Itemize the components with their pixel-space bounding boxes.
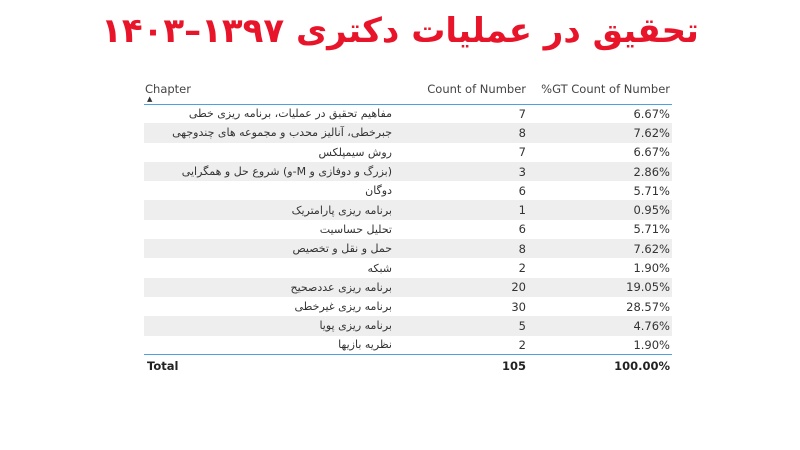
cell-percent: 19.05%	[532, 278, 672, 297]
cell-count: 2	[392, 258, 532, 277]
cell-chapter: حمل و نقل و تخصیص	[144, 239, 392, 258]
cell-count: 6	[392, 220, 532, 239]
data-table-container	[144, 74, 672, 377]
cell-count: 20	[392, 278, 532, 297]
cell-percent: 2.86%	[532, 162, 672, 181]
cell-percent: 5.71%	[532, 220, 672, 239]
total-label: Total	[144, 355, 392, 377]
cell-chapter: نظریه بازیها	[144, 336, 392, 355]
table-row[interactable]	[144, 336, 672, 355]
cell-count: 2	[392, 336, 532, 355]
cell-count: 7	[392, 143, 532, 162]
table-row[interactable]	[144, 181, 672, 200]
table-row[interactable]	[144, 143, 672, 162]
cell-chapter: مفاهیم تحقیق در عملیات، برنامه ریزی خطی	[144, 104, 392, 123]
cell-chapter: جبرخطی، آنالیز محدب و مجموعه های چندوجهی	[144, 123, 392, 142]
total-count: 105	[392, 355, 532, 377]
column-header-chapter[interactable]	[144, 74, 392, 104]
sort-ascending-icon[interactable]: ▲	[147, 94, 153, 103]
cell-count: 8	[392, 239, 532, 258]
cell-count: 3	[392, 162, 532, 181]
table-header-row	[144, 74, 672, 104]
cell-chapter: روش سیمپلکس	[144, 143, 392, 162]
table-row[interactable]	[144, 239, 672, 258]
page-title: تحقیق در عملیات دکتری ۱۳۹۷–۱۴۰۳	[101, 11, 699, 51]
cell-chapter: دوگان	[144, 181, 392, 200]
cell-percent: 1.90%	[532, 336, 672, 355]
table-row[interactable]	[144, 200, 672, 219]
cell-count: 6	[392, 181, 532, 200]
table-row[interactable]	[144, 123, 672, 142]
data-table	[144, 74, 672, 377]
cell-chapter: برنامه ریزی عددصحیح	[144, 278, 392, 297]
cell-percent: 4.76%	[532, 316, 672, 335]
cell-percent: 0.95%	[532, 200, 672, 219]
cell-count: 8	[392, 123, 532, 142]
cell-chapter: برنامه ریزی پارامتریک	[144, 200, 392, 219]
cell-percent: 1.90%	[532, 258, 672, 277]
table-row[interactable]	[144, 297, 672, 316]
column-header-percent[interactable]: %GT Count of Number	[532, 74, 672, 104]
cell-count: 1	[392, 200, 532, 219]
cell-chapter: تحلیل حساسیت	[144, 220, 392, 239]
cell-percent: 7.62%	[532, 239, 672, 258]
column-header-count[interactable]: Count of Number	[392, 74, 532, 104]
column-header-chapter-label: Chapter	[145, 81, 191, 96]
cell-chapter: (بزرگ و دوفازی و M-و) شروع حل و همگرایی	[144, 162, 392, 181]
table-body	[144, 104, 672, 355]
cell-percent: 5.71%	[532, 181, 672, 200]
table-row[interactable]	[144, 162, 672, 181]
table-row[interactable]	[144, 316, 672, 335]
table-row[interactable]	[144, 278, 672, 297]
table-row[interactable]	[144, 104, 672, 123]
table-row[interactable]	[144, 258, 672, 277]
cell-count: 7	[392, 104, 532, 123]
cell-chapter: برنامه ریزی پویا	[144, 316, 392, 335]
cell-percent: 7.62%	[532, 123, 672, 142]
cell-chapter: برنامه ریزی غیرخطی	[144, 297, 392, 316]
cell-chapter: شبکه	[144, 258, 392, 277]
total-percent: 100.00%	[532, 355, 672, 377]
cell-count: 5	[392, 316, 532, 335]
cell-percent: 6.67%	[532, 104, 672, 123]
cell-count: 30	[392, 297, 532, 316]
cell-percent: 6.67%	[532, 143, 672, 162]
table-row[interactable]	[144, 220, 672, 239]
cell-percent: 28.57%	[532, 297, 672, 316]
table-total-row	[144, 355, 672, 377]
